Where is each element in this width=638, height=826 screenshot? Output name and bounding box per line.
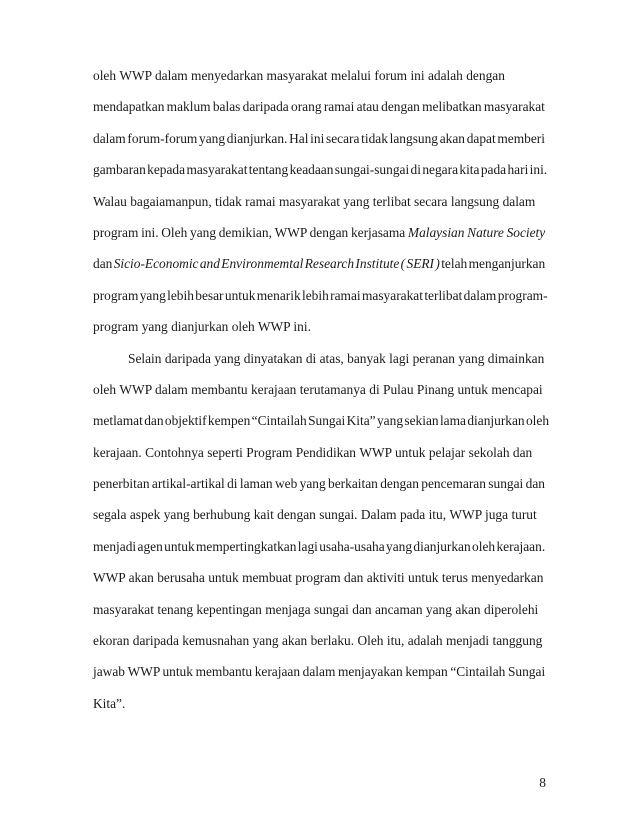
italic-text: Sicio-Economic and Environmemtal Research Institute ( SERI ) <box>113 256 440 272</box>
text-line <box>93 411 550 442</box>
text-line <box>93 505 545 536</box>
line-text: Walau bagaiamanpun, tidak ramai masyarakat yang terlibat secara langsung dalam <box>93 193 536 209</box>
line-text: segala aspek yang berhubung kait dengan sungai. Dalam pada itu, WWP juga turut <box>93 507 537 523</box>
line-text: mendapatkan maklum balas daripada orang ramai atau dengan melibatkan masyarakat <box>93 99 545 115</box>
line-text: oleh WWP dalam menyedarkan masyarakat melalui forum ini adalah dengan <box>93 68 505 83</box>
text-line <box>93 129 545 160</box>
line-text: telah menganjurkan <box>441 256 546 272</box>
italic-text: Malaysian Nature Society <box>407 224 546 240</box>
text-line <box>93 223 545 254</box>
line-text: masyarakat tenang kepentingan menjaga sungai dan ancaman yang akan diperolehi <box>93 601 539 617</box>
text-line <box>93 662 545 693</box>
line-text: ekoran daripada kemusnahan yang akan berlaku. Oleh itu, adalah menjadi tanggung <box>93 633 543 649</box>
line-text: oleh WWP dalam membantu kerajaan terutamanya di Pulau Pinang untuk mencapai <box>93 381 543 397</box>
line-text: program yang dianjurkan oleh WWP ini. <box>93 319 311 335</box>
text-line <box>93 631 545 662</box>
line-text: penerbitan artikal-artikal di laman web yang berkaitan dengan pencemaran sungai dan <box>93 476 545 492</box>
line-text: program ini. Oleh yang demikian, WWP dengan kerjasama <box>93 224 406 240</box>
line-text: Selain daripada yang dinyatakan di atas, banyak lagi peranan yang dimainkan <box>128 350 545 366</box>
text-line <box>93 66 545 97</box>
text-line <box>93 474 545 505</box>
line-text: jawab WWP untuk membantu kerajaan dalam menjayakan kempan “Cintailah Sungai <box>93 664 546 680</box>
line-text: metlamat dan objektif kempen “Cintailah Sungai Kita” yang sekian lama dianjurkan oleh <box>93 413 550 429</box>
text-line <box>93 694 545 725</box>
text-line <box>93 192 545 223</box>
line-text: WWP akan berusaha untuk membuat program dan aktiviti untuk terus menyedarkan <box>93 570 544 586</box>
text-line <box>93 380 545 411</box>
text-line <box>93 160 548 191</box>
text-line <box>93 254 545 285</box>
line-text: kerajaan. Contohnya seperti Program Pendidikan WWP untuk pelajar sekolah dan <box>93 444 533 460</box>
line-text: dalam forum-forum yang dianjurkan. Hal ini secara tidak langsung akan dapat memberi <box>93 130 545 146</box>
page-number: 8 <box>539 775 546 790</box>
line-text: menjadi agen untuk mempertingkatkan lagi usaha-usaha yang dianjurkan oleh kerajaan. <box>93 538 546 554</box>
line-text: gambaran kepada masyarakat tentang keadaan sungai-sungai di negara kita pada hari ini. <box>93 162 548 178</box>
text-line <box>93 97 545 128</box>
text-line <box>93 317 545 348</box>
body-text <box>93 66 550 725</box>
line-text: program yang lebih besar untuk menarik lebih ramai masyarakat terlibat dalam program- <box>93 287 548 303</box>
text-line <box>93 349 545 380</box>
line-text: Kita”. <box>93 695 126 711</box>
text-line <box>93 286 548 317</box>
text-line <box>93 443 545 474</box>
text-line <box>93 568 545 599</box>
text-line <box>93 600 545 631</box>
text-line <box>93 537 545 568</box>
line-text: dan <box>93 256 113 272</box>
